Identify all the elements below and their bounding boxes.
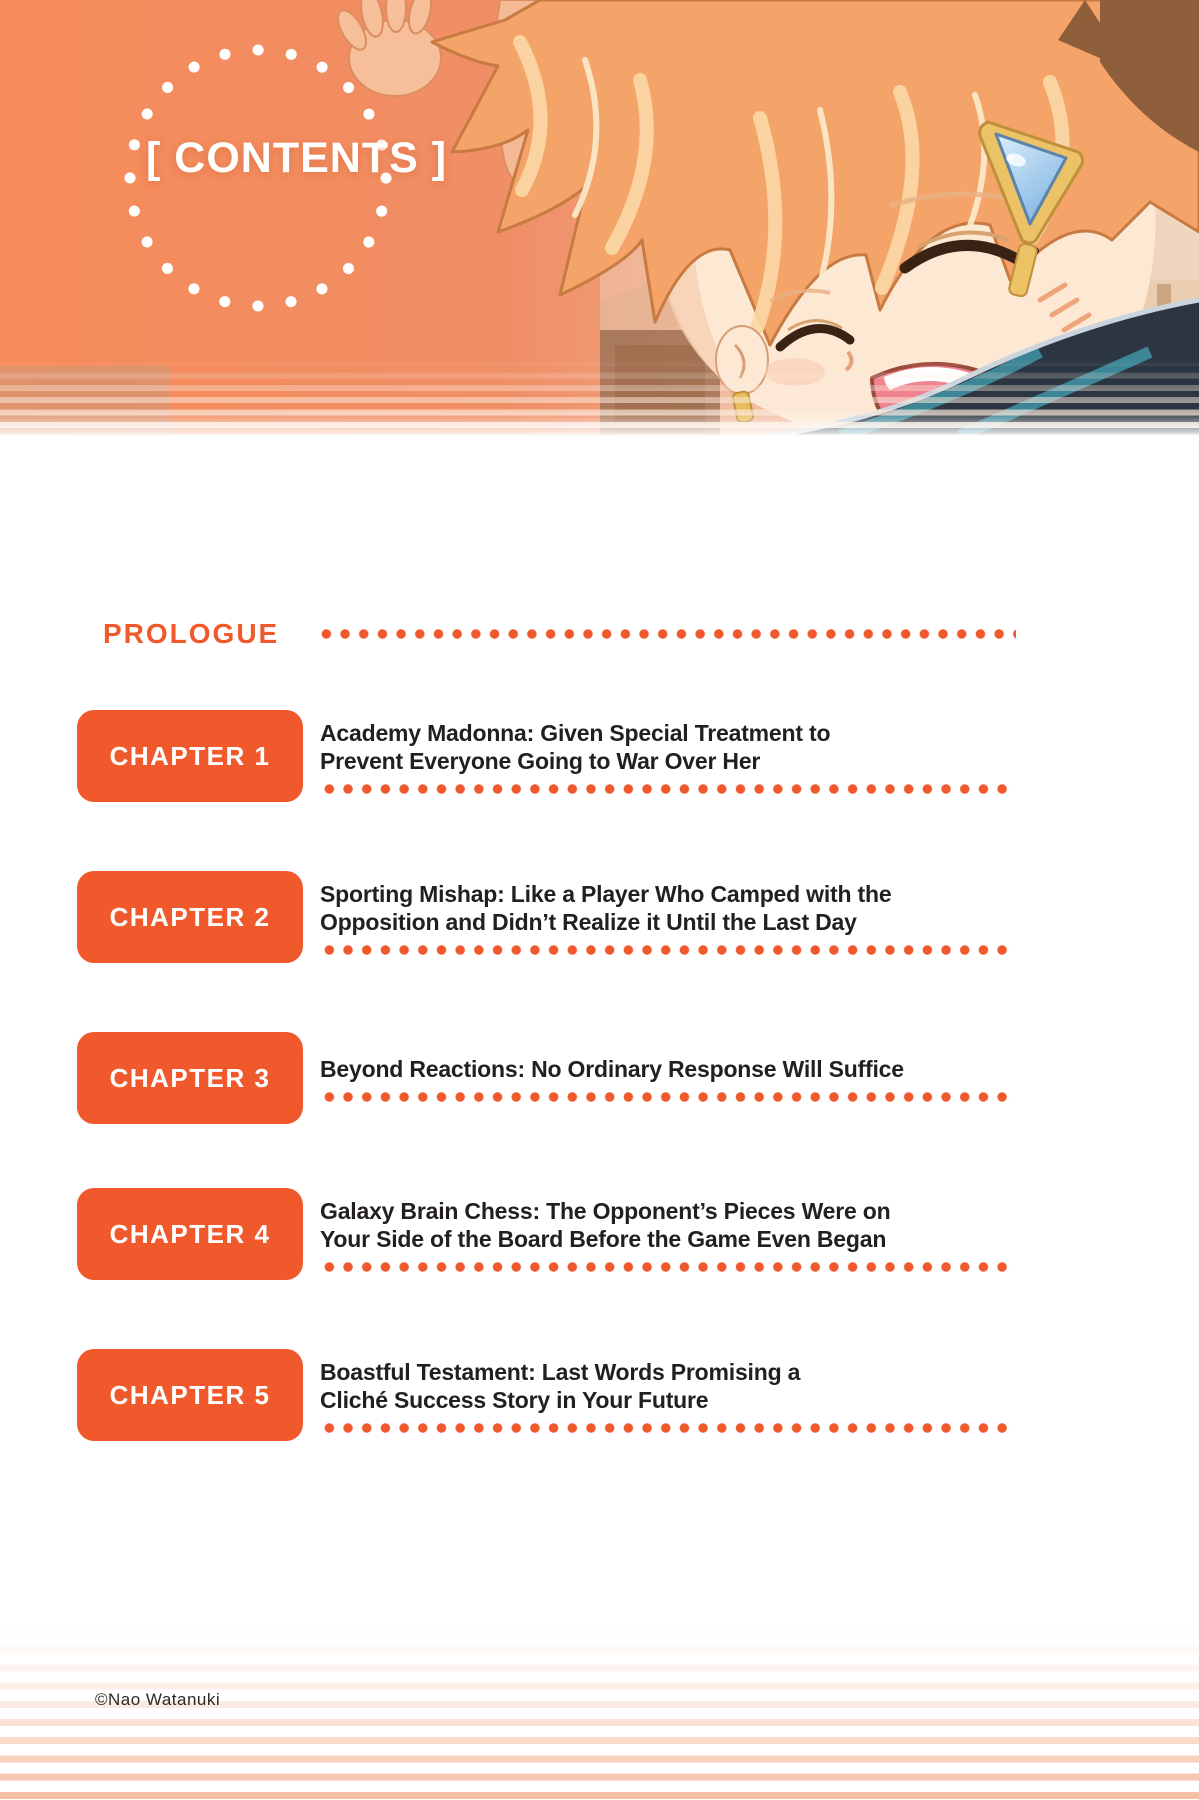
- chapter-1-info: [320, 710, 1016, 802]
- chapter-4-title-line1: Galaxy Brain Chess: The Opponent’s Pieces Were on: [320, 1197, 891, 1224]
- leader-dots: [320, 784, 1016, 794]
- toc-entry-chapter-3: [77, 1032, 1016, 1124]
- page-title: [ CONTENTS ]: [146, 134, 448, 182]
- chapter-2-title-line1: Sporting Mishap: Like a Player Who Camped with the: [320, 880, 892, 907]
- toc-entry-chapter-4: [77, 1188, 1016, 1280]
- toc-entry-prologue[interactable]: [103, 612, 1016, 656]
- chapter-3-info: [320, 1032, 1016, 1124]
- leader-dots: [320, 945, 1016, 955]
- leader-dots: [317, 629, 1016, 639]
- toc-entry-chapter-1: [77, 710, 1016, 802]
- leader-dots: [320, 1092, 1016, 1102]
- leader-dots: [320, 1262, 1016, 1272]
- hero-banner: [0, 0, 1199, 436]
- chapter-3-title-line1: Beyond Reactions: No Ordinary Response Will Suffice: [320, 1055, 904, 1082]
- chapter-5-info: [320, 1349, 1016, 1441]
- chapter-4-info: [320, 1188, 1016, 1280]
- footer-stripe-decoration: [0, 1628, 1199, 1800]
- chapter-5-title-line1: Boastful Testament: Last Words Promising a: [320, 1358, 801, 1385]
- chapter-1-title-line1: Academy Madonna: Given Special Treatment to: [320, 719, 831, 746]
- toc-entry-chapter-5: [77, 1349, 1016, 1441]
- leader-dots: [320, 1423, 1016, 1433]
- chapter-5-button[interactable]: CHAPTER 5: [77, 1349, 303, 1441]
- chapter-4-button[interactable]: CHAPTER 4: [77, 1188, 303, 1280]
- chapter-2-button[interactable]: CHAPTER 2: [77, 871, 303, 963]
- toc-entry-chapter-2: [77, 871, 1016, 963]
- copyright-notice: ©Nao Watanuki: [95, 1690, 221, 1709]
- prologue-label: PROLOGUE: [103, 618, 280, 649]
- chapter-1-button[interactable]: CHAPTER 1: [77, 710, 303, 802]
- chapter-1-title-line2: Prevent Everyone Going to War Over Her: [320, 747, 761, 774]
- chapter-4-title-line2: Your Side of the Board Before the Game Even Began: [320, 1225, 887, 1252]
- chapter-2-title-line2: Opposition and Didn’t Realize it Until the Last Day: [320, 908, 857, 935]
- chapter-5-title-line2: Cliché Success Story in Your Future: [320, 1386, 709, 1413]
- chapter-2-info: [320, 871, 1016, 963]
- chapter-3-button[interactable]: CHAPTER 3: [77, 1032, 303, 1124]
